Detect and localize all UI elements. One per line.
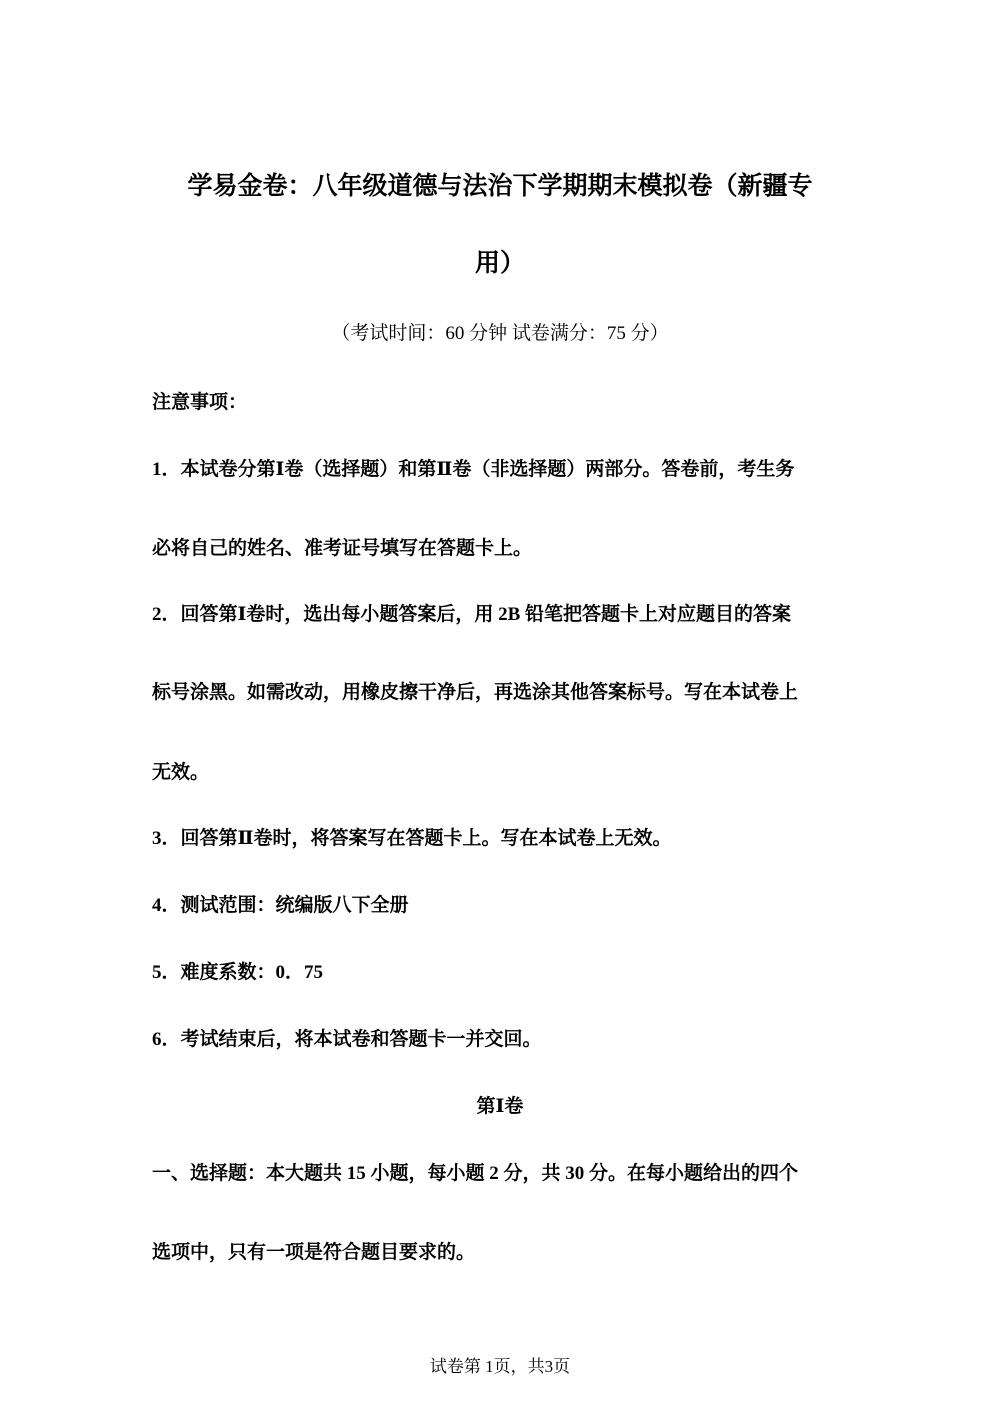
page-footer: 试卷第 1页，共3页: [429, 1357, 571, 1376]
notice-heading: 注意事项：: [152, 392, 248, 413]
section-instruction-line-1: 一、选择题：本大题共 15 小题，每小题 2 分，共 30 分。在每小题给出的四个: [152, 1163, 799, 1184]
notice-line: 4．测试范围：统编版八下全册: [152, 895, 409, 916]
document-title-line-1: 学易金卷：八年级道德与法治下学期期末模拟卷（新疆专: [187, 171, 813, 200]
notice-line: 6．考试结束后，将本试卷和答题卡一并交回。: [152, 1029, 542, 1050]
notice-line: 必将自己的姓名、准考证号填写在答题卡上。: [152, 538, 533, 559]
notice-line: 无效。: [152, 762, 210, 783]
section-heading: 第Ⅰ卷: [476, 1096, 524, 1117]
notice-line: 2．回答第Ⅰ卷时，选出每小题答案后，用 2B 铅笔把答题卡上对应题目的答案: [152, 604, 792, 625]
notice-line: 3．回答第Ⅱ卷时，将答案写在答题卡上。写在本试卷上无效。: [152, 828, 672, 849]
notice-line: 1．本试卷分第Ⅰ卷（选择题）和第Ⅱ卷（非选择题）两部分。答卷前，考生务: [152, 459, 795, 480]
notice-line: 5．难度系数：0．75: [152, 962, 324, 983]
exam-info: （考试时间：60 分钟 试卷满分：75 分）: [331, 323, 669, 344]
document-title-line-2: 用）: [474, 248, 525, 277]
notice-line: 标号涂黑。如需改动，用橡皮擦干净后，再选涂其他答案标号。写在本试卷上: [152, 682, 799, 703]
section-instruction-line-2: 选项中，只有一项是符合题目要求的。: [152, 1242, 476, 1263]
